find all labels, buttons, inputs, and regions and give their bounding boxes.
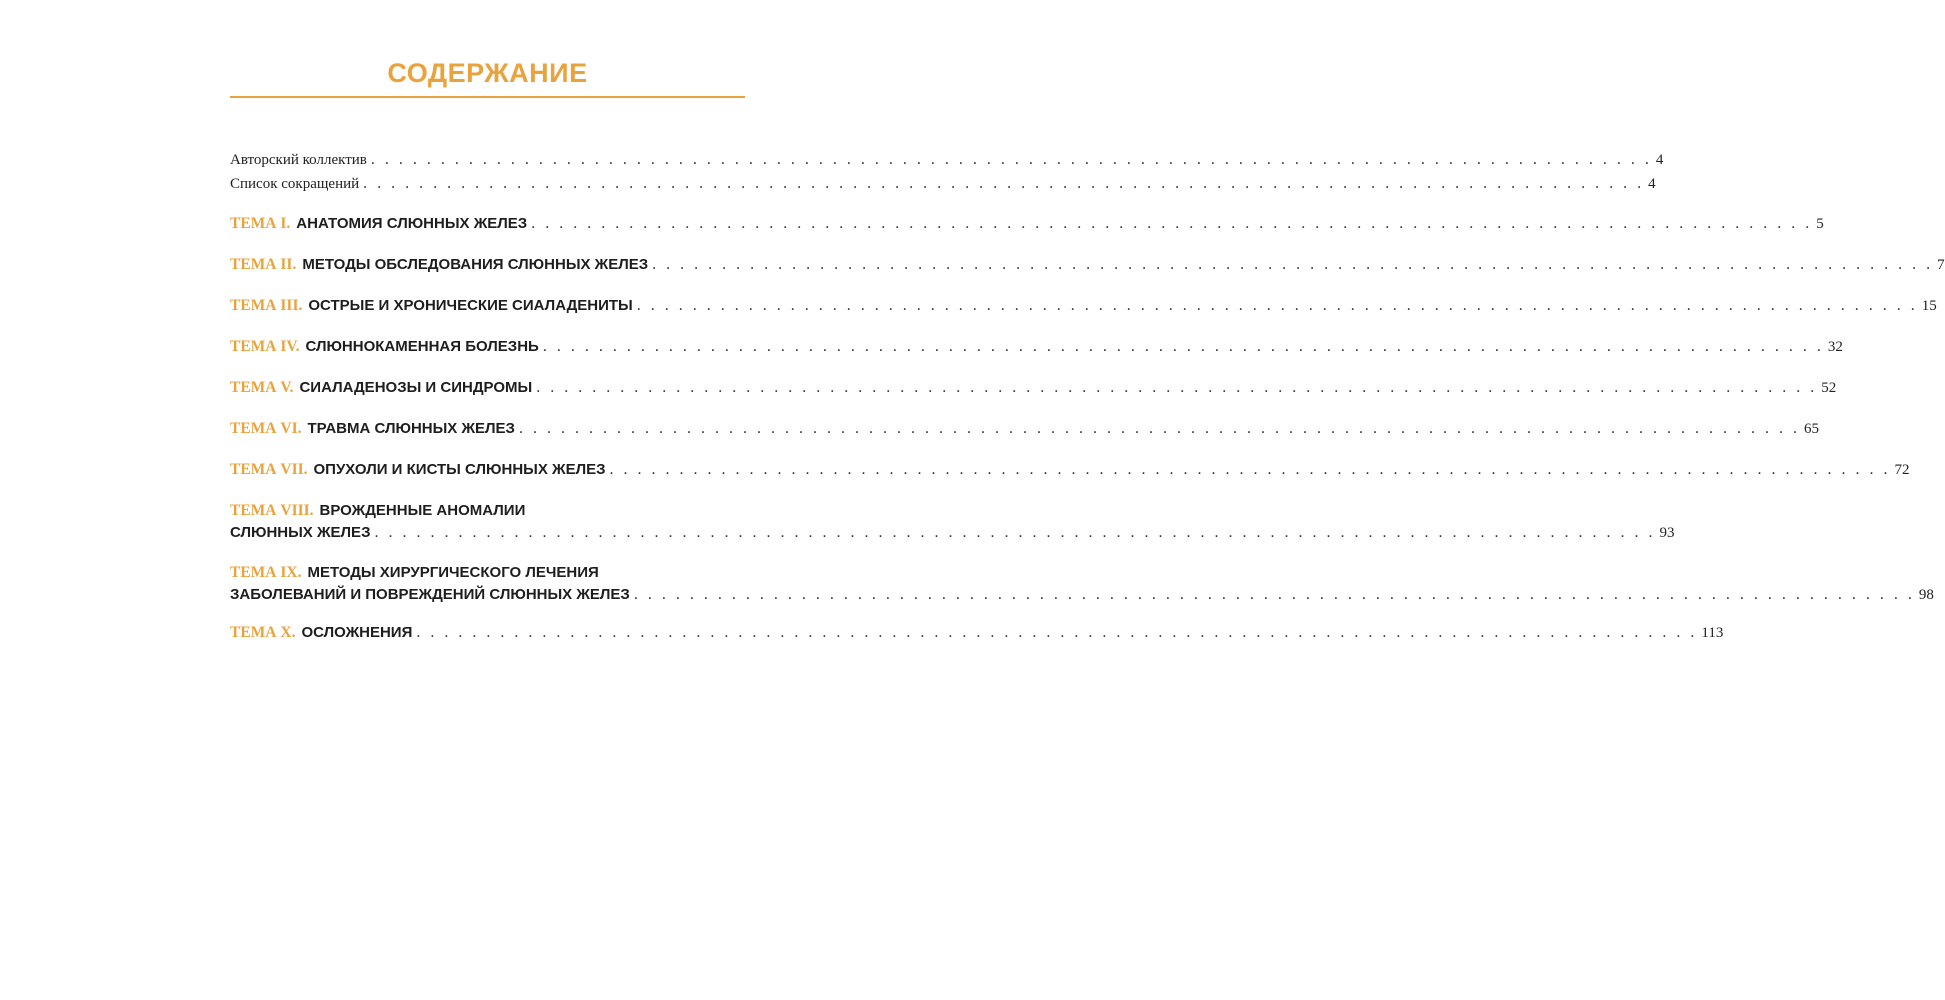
theme-label: ТЕМА IV. — [230, 338, 300, 355]
toc-entry-theme-10[interactable] — [230, 624, 1724, 642]
theme-label: ТЕМА II. — [230, 256, 297, 273]
toc-entry-theme-7[interactable] — [230, 461, 1910, 479]
page-title: СОДЕРЖАНИЕ — [387, 58, 588, 88]
toc-page-number: 65 — [1803, 421, 1819, 437]
toc-page-number: 5 — [1816, 216, 1824, 232]
theme-title: ОСЛОЖНЕНИЯ — [301, 624, 413, 641]
toc-entry-theme-1[interactable] — [230, 215, 1824, 233]
toc-page-number: 93 — [1659, 525, 1675, 541]
theme-label: ТЕМА V. — [230, 379, 294, 396]
toc-entry-title: Авторский коллектив — [230, 152, 367, 168]
toc-page-number: 52 — [1821, 380, 1837, 396]
theme-label: ТЕМА I. — [230, 215, 291, 232]
toc-page-number: 32 — [1827, 339, 1843, 355]
theme-label: ТЕМА VII. — [230, 461, 308, 478]
dot-leader: . . . . . . . . . . . . . . . . . . . . . . . . . . . . . . . . . . . . . . . . . . . . . . . . . . . . . . . . . . . . . . . . . . . . . . . . . . . . . . . . . . . . . . . . . . . . — [536, 379, 1818, 396]
theme-title-line-1: МЕТОДЫ ХИРУРГИЧЕСКОГО ЛЕЧЕНИЯ — [307, 564, 599, 581]
dot-leader: . . . . . . . . . . . . . . . . . . . . . . . . . . . . . . . . . . . . . . . . . . . . . . . . . . . . . . . . . . . . . . . . . . . . . . . . . . . . . . . . . . . . . . . . . . . . — [370, 151, 1652, 168]
theme-title-line-2: ЗАБОЛЕВАНИЙ И ПОВРЕЖДЕНИЙ СЛЮННЫХ ЖЕЛЕЗ — [230, 586, 630, 603]
dot-leader: . . . . . . . . . . . . . . . . . . . . . . . . . . . . . . . . . . . . . . . . . . . . . . . . . . . . . . . . . . . . . . . . . . . . . . . . . . . . . . . . . . . . . . . . . . . . — [518, 420, 1800, 437]
title-divider — [230, 96, 745, 98]
toc-entry-theme-4[interactable] — [230, 338, 1843, 356]
theme-label: ТЕМА III. — [230, 297, 303, 314]
theme-title: СИАЛАДЕНОЗЫ И СИНДРОМЫ — [299, 379, 533, 396]
theme-title-line-2: СЛЮННЫХ ЖЕЛЕЗ — [230, 524, 371, 541]
theme-title: СЛЮННОКАМЕННАЯ БОЛЕЗНЬ — [305, 338, 539, 355]
theme-title: МЕТОДЫ ОБСЛЕДОВАНИЯ СЛЮННЫХ ЖЕЛЕЗ — [302, 256, 649, 273]
toc-entry-theme-8[interactable] — [230, 502, 1675, 542]
toc-page-number: 4 — [1655, 152, 1664, 168]
toc-entry-theme-3[interactable] — [230, 297, 1937, 315]
toc-page-number: 98 — [1918, 587, 1934, 603]
theme-label: ТЕМА VIII. — [230, 502, 314, 519]
theme-title: ОСТРЫЕ И ХРОНИЧЕСКИЕ СИАЛАДЕНИТЫ — [308, 297, 633, 314]
dot-leader: . . . . . . . . . . . . . . . . . . . . . . . . . . . . . . . . . . . . . . . . . . . . . . . . . . . . . . . . . . . . . . . . . . . . . . . . . . . . . . . . . . . . . . . . . . . . — [374, 524, 1656, 541]
toc-entry-authors[interactable] — [230, 151, 1664, 169]
toc-page-number: 113 — [1701, 625, 1724, 641]
toc-page-number: 72 — [1894, 462, 1910, 478]
dot-leader: . . . . . . . . . . . . . . . . . . . . . . . . . . . . . . . . . . . . . . . . . . . . . . . . . . . . . . . . . . . . . . . . . . . . . . . . . . . . . . . . . . . . . . . . . . . . — [542, 338, 1824, 355]
dot-leader: . . . . . . . . . . . . . . . . . . . . . . . . . . . . . . . . . . . . . . . . . . . . . . . . . . . . . . . . . . . . . . . . . . . . . . . . . . . . . . . . . . . . . . . . . . . . — [416, 624, 1698, 641]
toc-entry-title: Список сокращений — [230, 176, 360, 192]
dot-leader: . . . . . . . . . . . . . . . . . . . . . . . . . . . . . . . . . . . . . . . . . . . . . . . . . . . . . . . . . . . . . . . . . . . . . . . . . . . . . . . . . . . . . . . . . . . . — [609, 461, 1891, 478]
theme-title: ТРАВМА СЛЮННЫХ ЖЕЛЕЗ — [307, 420, 515, 437]
toc-entry-theme-2[interactable] — [230, 256, 1945, 274]
toc-entry-theme-9[interactable] — [230, 564, 1934, 604]
theme-label: ТЕМА X. — [230, 624, 296, 641]
dot-leader: . . . . . . . . . . . . . . . . . . . . . . . . . . . . . . . . . . . . . . . . . . . . . . . . . . . . . . . . . . . . . . . . . . . . . . . . . . . . . . . . . . . . . . . . . . . . — [363, 175, 1645, 192]
theme-label: ТЕМА VI. — [230, 420, 302, 437]
toc-entry-theme-6[interactable] — [230, 420, 1819, 438]
theme-title: ОПУХОЛИ И КИСТЫ СЛЮННЫХ ЖЕЛЕЗ — [313, 461, 606, 478]
theme-label: ТЕМА IX. — [230, 564, 302, 581]
dot-leader: . . . . . . . . . . . . . . . . . . . . . . . . . . . . . . . . . . . . . . . . . . . . . . . . . . . . . . . . . . . . . . . . . . . . . . . . . . . . . . . . . . . . . . . . . . . . — [531, 215, 1813, 232]
toc-entry-abbreviations[interactable] — [230, 175, 1656, 193]
toc-page-number: 7 — [1937, 257, 1945, 273]
theme-title: АНАТОМИЯ СЛЮННЫХ ЖЕЛЕЗ — [296, 215, 528, 232]
toc-page-number: 4 — [1648, 176, 1656, 192]
dot-leader: . . . . . . . . . . . . . . . . . . . . . . . . . . . . . . . . . . . . . . . . . . . . . . . . . . . . . . . . . . . . . . . . . . . . . . . . . . . . . . . . . . . . . . . . . . . . — [636, 297, 1918, 314]
dot-leader: . . . . . . . . . . . . . . . . . . . . . . . . . . . . . . . . . . . . . . . . . . . . . . . . . . . . . . . . . . . . . . . . . . . . . . . . . . . . . . . . . . . . . . . . . . . . — [633, 586, 1915, 603]
toc-entry-theme-5[interactable] — [230, 379, 1837, 397]
dot-leader: . . . . . . . . . . . . . . . . . . . . . . . . . . . . . . . . . . . . . . . . . . . . . . . . . . . . . . . . . . . . . . . . . . . . . . . . . . . . . . . . . . . . . . . . . . . . — [652, 256, 1934, 273]
theme-title-line-1: ВРОЖДЕННЫЕ АНОМАЛИИ — [319, 502, 526, 519]
toc-page-number: 15 — [1921, 298, 1937, 314]
